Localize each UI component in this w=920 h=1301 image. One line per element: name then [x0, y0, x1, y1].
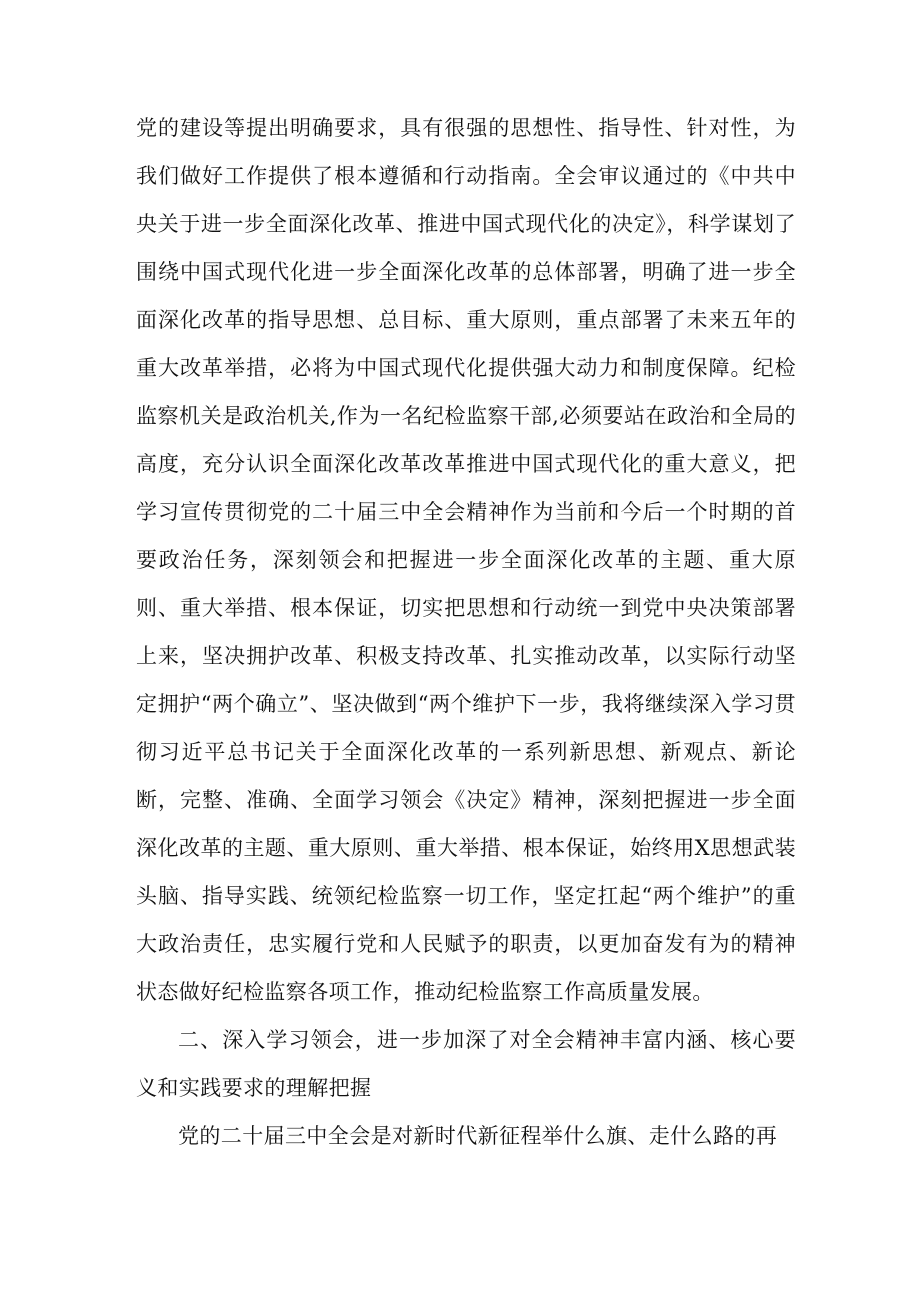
section-heading-two: 二、深入学习领会，进一步加深了对全会精神丰富内涵、核心要义和实践要求的理解把握 [136, 1028, 796, 1100]
body-paragraph-continuation: 党的建设等提出明确要求，具有很强的思想性、指导性、针对性，为我们做好工作提供了根本遵循和行动指南。全会审议通过的《中共中央关于进一步全面深化改革、推进中国式现代化的决定》，科学谋划了围绕中国式现代化进一步全面深化改革的总体部署，明确了进一步全面深化改革的指导思想、总目标、重大原则，重点部署了未来五年的重大改革举措，必将为中国式现代化提供强大动力和制度保障。纪检监察机关是政治机关,作为一名纪检监察干部,必须要站在政治和全局的高度，充分认识全面深化改革改革推进中国式现代化的重大意义，把学习宣传贯彻党的二十届三中全会精神作为当前和今后一个时期的首要政治任务，深刻领会和把握进一步全面深化改革的主题、重大原则、重大举措、根本保证，切实把思想和行动统一到党中央决策部署上来，坚决拥护改革、积极支持改革、扎实推动改革，以实际行动坚定拥护“两个确立”、坚决做到“两个维护下一步，我将继续深入学习贯彻习近平总书记关于全面深化改革的一系列新思想、新观点、新论断，完整、准确、全面学习领会《决定》精神，深刻把握进一步全面深化改革的主题、重大原则、重大举措、根本保证，始终用X思想武装头脑、指导实践、统领纪检监察一切工作，坚定扛起“两个维护”的重大政治责任，忠实履行党和人民赋予的职责，以更加奋发有为的精神状态做好纪检监察各项工作，推动纪检监察工作高质量发展。 [136, 116, 796, 1004]
body-paragraph-section-two: 党的二十届三中全会是对新时代新征程举什么旗、走什么路的再 [178, 1124, 778, 1148]
document-body [136, 104, 796, 1160]
